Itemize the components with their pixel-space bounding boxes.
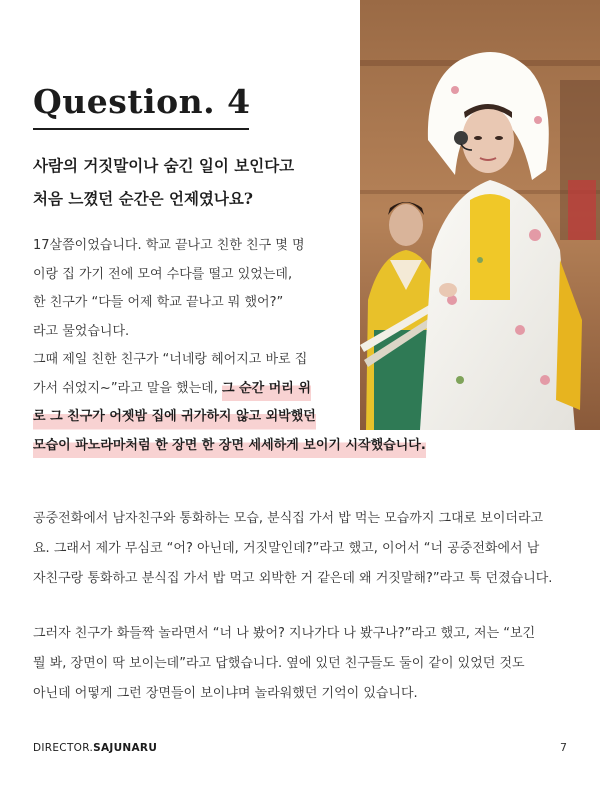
question-line: 처음 느꼈던 순간은 언제였나요? [33,189,253,208]
footer-brand [33,742,157,754]
highlight-line-wrap [33,403,363,432]
body-paragraph-3 [33,619,573,709]
paragraph-line: 자친구랑 통화하고 분식집 가서 밥 먹고 외박한 거 같은데 왜 거짓말해?”라고 툭 던졌습니다. [33,571,553,586]
answer-line: 이랑 집 가기 전에 모여 수다를 떨고 있었는데, [33,266,293,282]
paragraph-line: 아닌데 어떻게 그런 장면들이 보이냐며 놀라워했던 기억이 있습니다. [33,686,418,701]
answer-line: 한 친구가 “다들 어제 학교 끝나고 뭐 했어?” [33,295,284,310]
brand-prefix: DIRECTOR. [33,742,94,754]
question-text [33,149,353,215]
hero-photo [360,0,600,430]
question-title: Question. 4 [33,82,251,121]
highlight-text: 그 순간 머리 위 [222,375,311,404]
paragraph-line: 그러자 친구가 화들짝 놀라면서 “너 나 봤어? 지나가다 나 봤구나?”라고 했고, 저는 “보긴 [33,626,536,641]
question-line: 사람의 거짓말이나 숨긴 일이 보인다고 [33,156,295,175]
answer-line-mixed [33,375,363,404]
answer-line: 라고 물었습니다. [33,323,130,339]
highlight-text: 로 그 친구가 어젯밤 집에 귀가하지 않고 외박했던 [33,403,316,432]
brand-name: SAJUNARU [93,742,158,754]
highlight-text: 모습이 파노라마처럼 한 장면 한 장면 세세하게 보이기 시작했습니다. [33,432,426,461]
page-number: 7 [560,741,567,754]
answer-line: 17살쯤이었습니다. 학교 끝나고 친한 친구 몇 명 [33,238,305,253]
paragraph-line: 뭘 봐, 장면이 딱 보이는데”라고 답했습니다. 옆에 있던 친구들도 둘이 같이 있었던 것도 [33,656,525,671]
answer-line: 그때 제일 친한 친구가 “너네랑 헤어지고 바로 집 [33,352,308,367]
highlight-line-wrap [33,432,426,461]
body-paragraph-2 [33,504,573,594]
answer-line-plain: 가서 쉬었지~”라고 말을 했는데, [33,380,222,396]
answer-paragraph [33,232,426,460]
title-underline [33,128,249,130]
paragraph-line: 공중전화에서 남자친구와 통화하는 모습, 분식집 가서 밥 먹는 모습까지 그대로 보이더라고 [33,511,544,526]
paragraph-line: 요. 그래서 제가 무심코 “어? 아닌데, 거짓말인데?”라고 했고, 이어서 “너 공중전화에서 남 [33,541,540,556]
